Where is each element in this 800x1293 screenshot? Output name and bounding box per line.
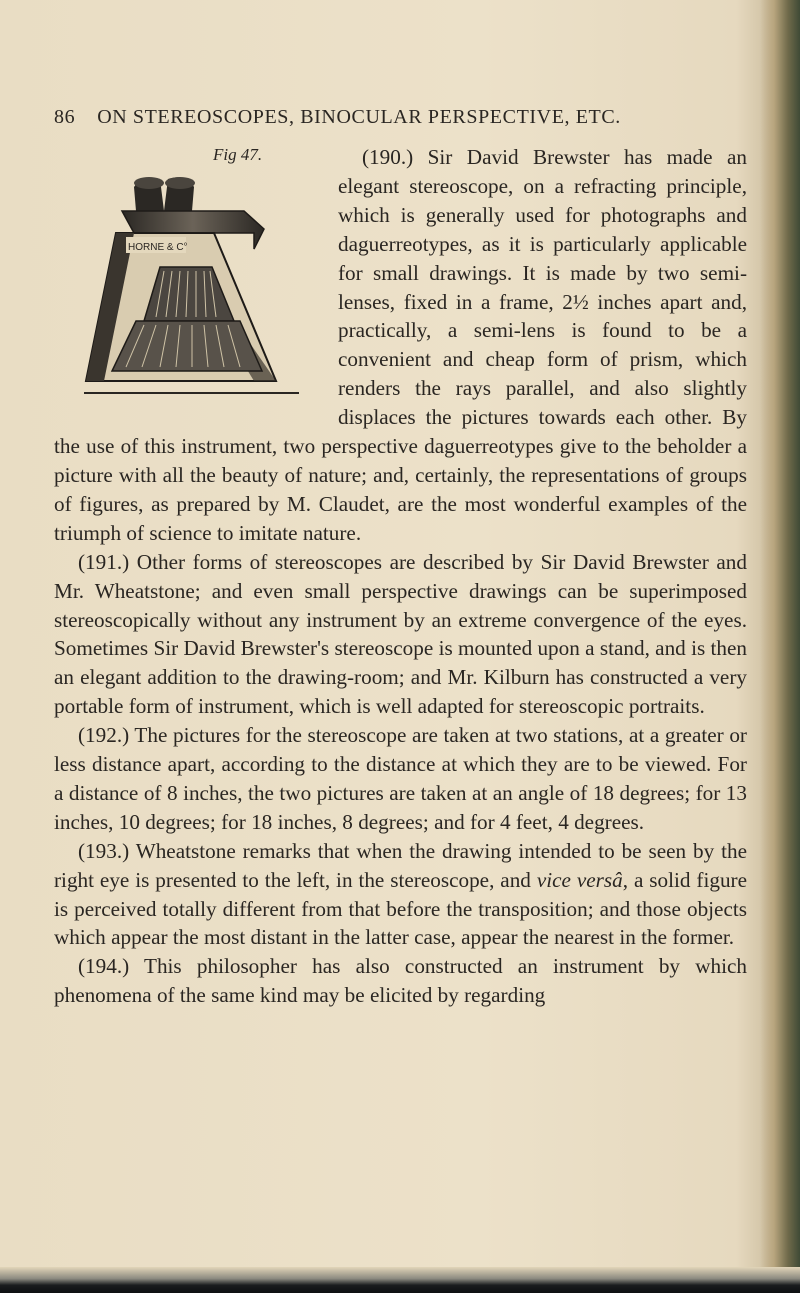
paragraph-193-text-a: (193.) Wheatstone remarks that when the drawing intended to be seen by the right eye is presented to the left, in the stereoscope, and [54, 838, 747, 892]
page-number: 86 [54, 106, 76, 128]
body-text [54, 143, 747, 1010]
paragraph-193-italic: vice versâ [536, 867, 623, 892]
paragraph-191: (191.) Other forms of stereoscopes are described by Sir David Brewster and Mr. Wheatstone; and even small perspective drawings can be superimposed stereoscopically without any instrument by an extreme convergence of the eyes. Sometimes Sir David Brewster's stereoscope is mounted upon a stand, and is then an elegant addition to the drawing-room; and Mr. Kilburn has constructed a very portable form of instrument, which is well adapted for stereoscopic portraits. [54, 549, 747, 719]
paragraph-194: (194.) This philosopher has also constructed an instrument by which phenomena of the same kind may be elicited by regarding [54, 954, 747, 1008]
stereoscope-illustration [64, 171, 314, 399]
paragraph-192: (192.) The pictures for the stereoscope are taken at two stations, at a greater or less distance apart, according to the distance at which they are to be viewed. For a distance of 8 inches, the two pictures are taken at an angle of 18 degrees; for 13 inches, 10 degrees; for 18 inches, 8 degrees; and for 4 feet, 4 degrees. [54, 723, 747, 834]
figure-47 [54, 143, 324, 405]
paragraph-190 [54, 143, 747, 548]
paragraph-190-text: (190.) Sir David Brewster has made an elegant stereoscope, on a refracting principle, which is generally used for photographs and daguerreotypes, as it is particularly applicable for small drawings. It is made by two semi-lenses, fixed in a frame, 2½ inches apart and, practically, a semi-lens is found to be a convenient and cheap form of prism, which renders the rays parallel, and also slightly displaces the pictures towards each other. By the use of this instrument, two perspective daguerreotypes give to the beholder a picture with all the beauty of nature; and, certainly, the representations of groups of figures, as prepared by M. Claudet, are the most wonderful examples of the triumph of science to imitate nature. [54, 145, 747, 545]
paragraph-193 [54, 837, 747, 953]
running-title: ON STEREOSCOPES, BINOCULAR PERSPECTIVE, ETC. [97, 106, 621, 128]
page-bottom-edge [0, 1267, 800, 1293]
paragraph-193-text-b: , a solid figure is perceived totally different from that before the transposition; and those objects which appear the most distant in the latter case, appear the nearest in the former. [54, 867, 748, 950]
maker-mark: HORNE & C° [128, 242, 188, 253]
figure-label: Fig 47. [213, 145, 263, 164]
running-header [54, 106, 754, 129]
page-binding-edge [760, 0, 800, 1293]
